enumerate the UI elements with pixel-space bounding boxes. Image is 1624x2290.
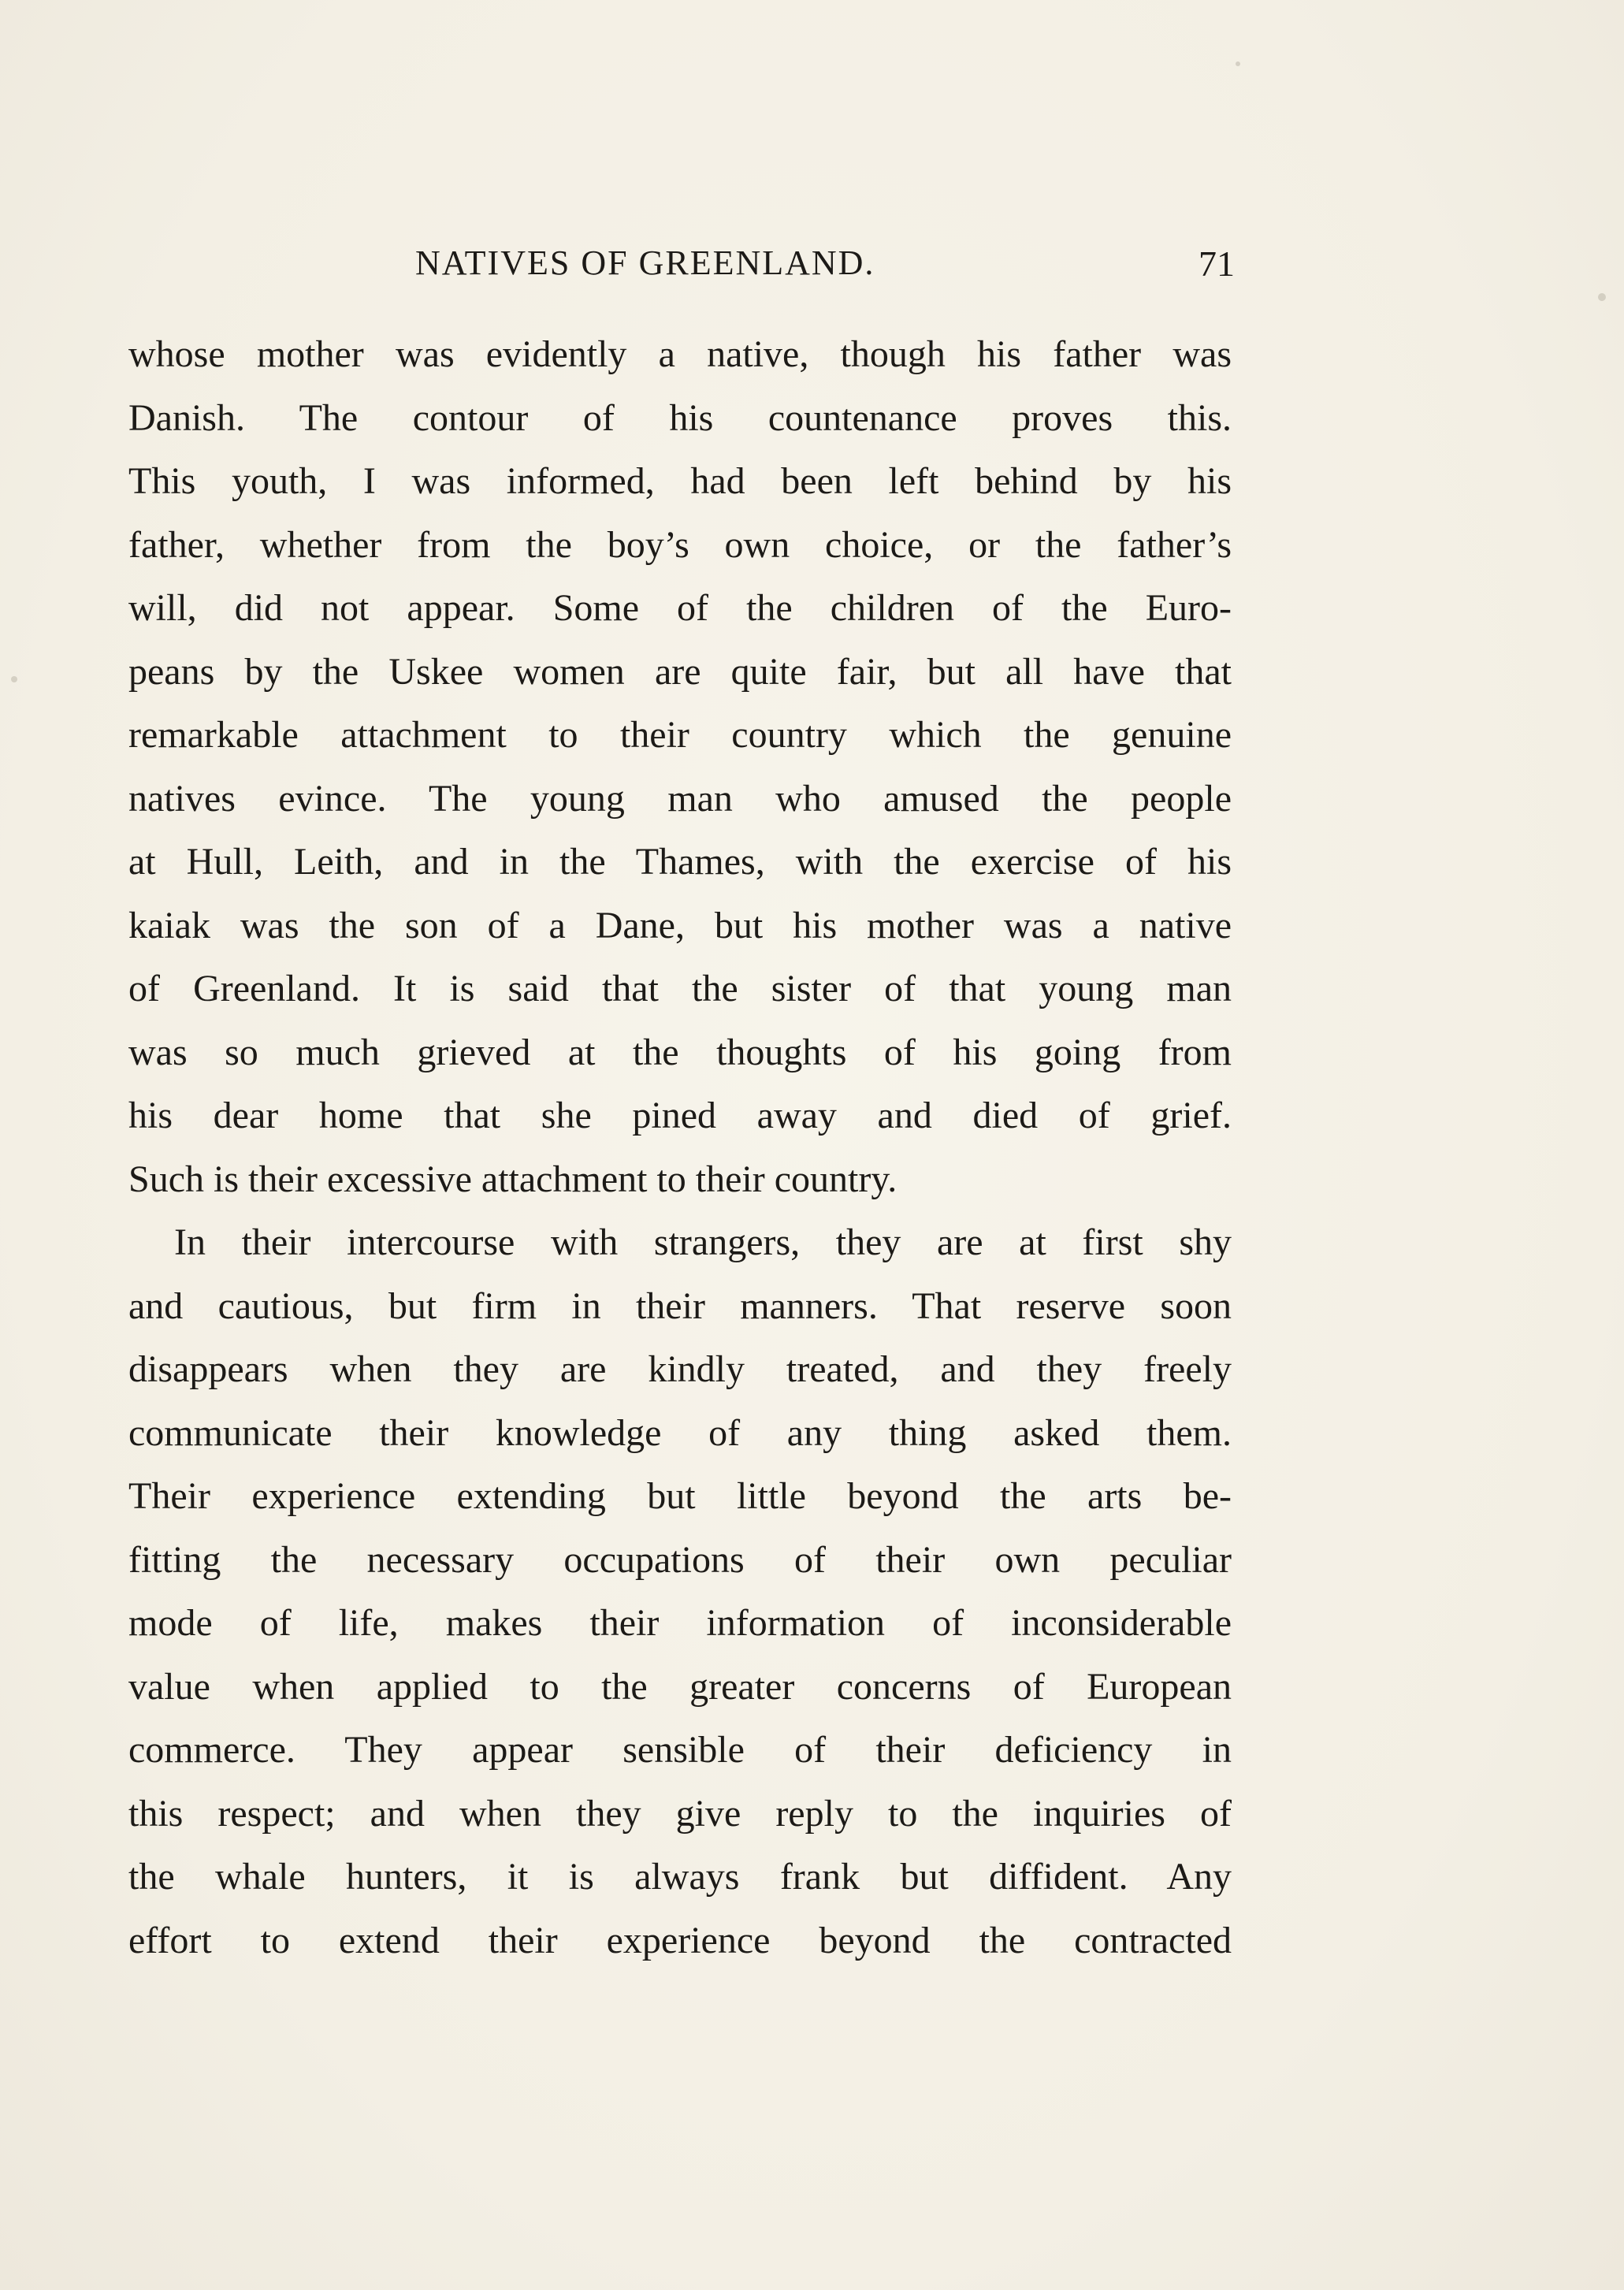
text-line: this respect; and when they give reply to the inquiries of	[128, 1792, 1232, 1835]
text-line: value when applied to the greater concerns of European	[128, 1665, 1232, 1708]
text-line: commerce. They appear sensible of their deficiency in	[128, 1729, 1232, 1771]
paper-speck	[1236, 61, 1240, 66]
body-text	[128, 323, 1232, 1972]
page-number: 71	[1198, 243, 1235, 284]
text-line: Their experience extending but little beyond the arts be-	[128, 1475, 1232, 1517]
text-line: natives evince. The young man who amused the people	[128, 777, 1232, 820]
text-line: peans by the Uskee women are quite fair, but all have that	[128, 650, 1232, 693]
text-line: will, did not appear. Some of the children of the Euro-	[128, 587, 1232, 629]
text-line: disappears when they are kindly treated, and they freely	[128, 1348, 1232, 1390]
text-line: remarkable attachment to their country which the genuine	[128, 714, 1232, 756]
text-line: mode of life, makes their information of inconsiderable	[128, 1602, 1232, 1644]
text-line: his dear home that she pined away and died of grief.	[128, 1095, 1232, 1136]
text-line: of Greenland. It is said that the sister of that young man	[128, 968, 1232, 1009]
text-line: communicate their knowledge of any thing asked them.	[128, 1411, 1232, 1454]
paper-speck	[1598, 293, 1606, 301]
paper-speck	[11, 676, 17, 682]
text-line: at Hull, Leith, and in the Thames, with the exercise of his	[128, 841, 1232, 883]
text-line: fitting the necessary occupations of their own peculiar	[128, 1538, 1232, 1581]
text-line: the whale hunters, it is always frank but diffident. Any	[128, 1856, 1232, 1898]
running-title: NATIVES OF GREENLAND.	[415, 243, 875, 282]
running-head	[415, 236, 1235, 299]
text-line: kaiak was the son of a Dane, but his mother was a native	[128, 904, 1232, 946]
paragraph-end-line: Such is their excessive attachment to their country.	[128, 1158, 897, 1200]
text-line: and cautious, but firm in their manners. That reserve soon	[128, 1284, 1232, 1327]
text-line: Danish. The contour of his countenance proves this.	[128, 396, 1232, 439]
text-line: father, whether from the boy’s own choice, or the father’s	[128, 523, 1232, 566]
text-line: whose mother was evidently a native, though his father was	[128, 333, 1232, 375]
text-line: This youth, I was informed, had been left behind by his	[128, 460, 1232, 502]
paragraph-start-line: In their intercourse with strangers, they are at first shy	[174, 1221, 1232, 1263]
text-line: was so much grieved at the thoughts of his going from	[128, 1031, 1232, 1073]
text-line: effort to extend their experience beyond the contracted	[128, 1919, 1232, 1961]
